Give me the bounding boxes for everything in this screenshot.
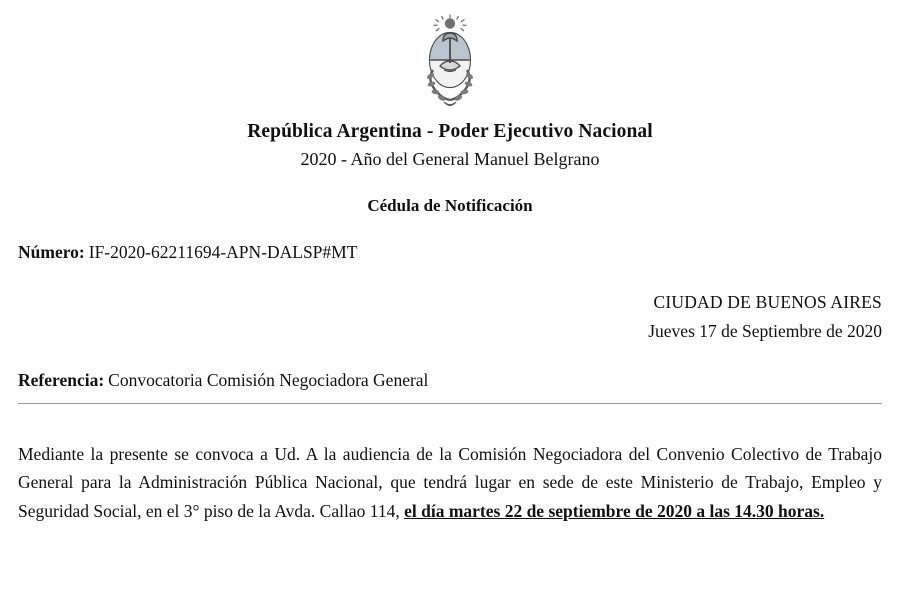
- body-text-main: Mediante la presente se convoca a Ud. A la audiencia de la Comisión Negociadora del Convenio Colectivo de Trabajo General para la Administración Pública Nacional, que tendrá lugar en sede de este Ministerio de Trabajo, Empleo y Seguridad Social, en el 3° piso de la Avda. Callao 114,: [18, 443, 882, 521]
- date-text: Jueves 17 de Septiembre de 2020: [648, 320, 882, 341]
- header-divider: [18, 403, 882, 404]
- document-kind-title: Cédula de Notificación: [367, 196, 533, 216]
- body-paragraph: [18, 440, 882, 525]
- place-text: CIUDAD DE BUENOS AIRES: [653, 292, 882, 313]
- argentina-coat-of-arms-icon: [413, 14, 487, 110]
- place-and-date: [18, 289, 882, 344]
- document-header: [18, 120, 882, 172]
- body-text-emphasis: el día martes 22 de septiembre de 2020 a las 14.30 horas.: [404, 500, 825, 521]
- document-number: [18, 242, 882, 263]
- reference: [18, 370, 882, 391]
- document-number-label: Número:: [18, 242, 85, 263]
- header-year-line: 2020 - Año del General Manuel Belgrano: [300, 149, 600, 170]
- document-number-value: IF-2020-62211694-APN-DALSP#MT: [88, 242, 358, 263]
- crest-container: [18, 0, 882, 118]
- header-republic-line: República Argentina - Poder Ejecutivo Nacional: [247, 121, 653, 142]
- reference-label: Referencia:: [18, 369, 105, 390]
- reference-value: Convocatoria Comisión Negociadora General: [108, 369, 429, 390]
